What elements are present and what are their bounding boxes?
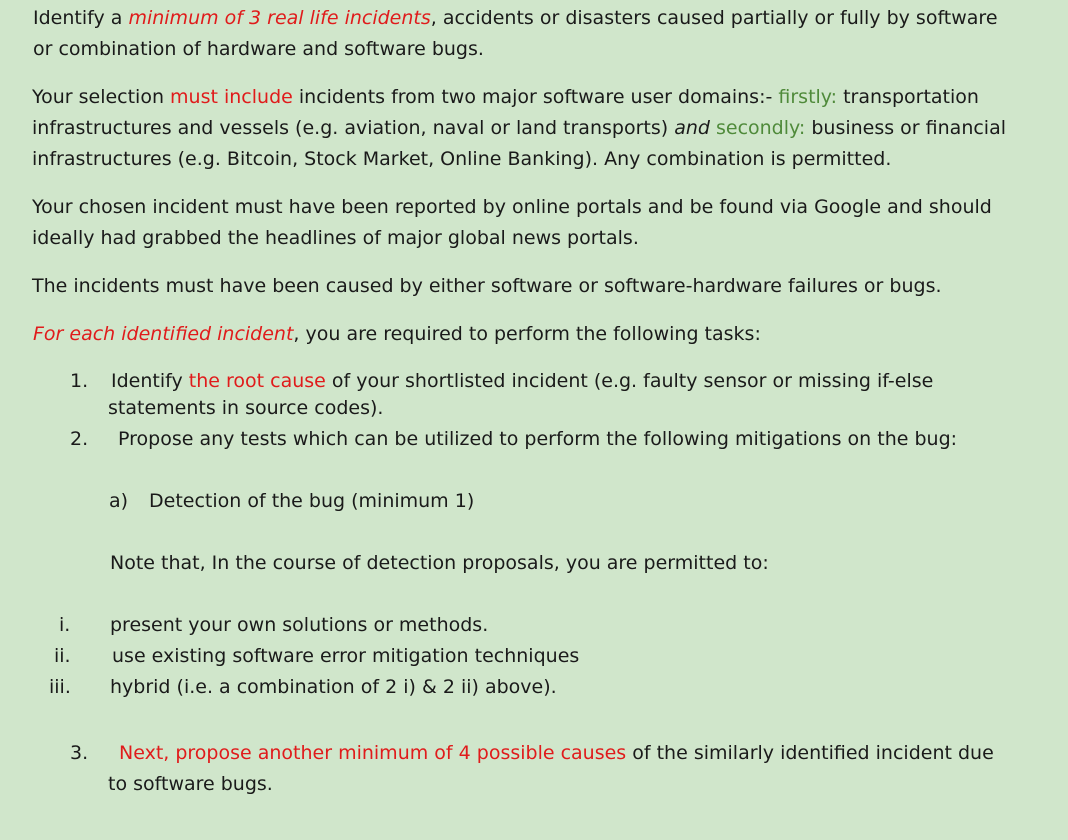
para2-text: Your selection [32, 86, 171, 108]
task1-line1 [111, 369, 933, 393]
task1-line2: statements in source codes). [108, 397, 384, 419]
para1-line1 [33, 6, 998, 30]
note-text: Note that, In the course of detection proposals, you are permitted to: [110, 552, 769, 574]
secondly-label: secondly: [715, 117, 806, 139]
task1-number: 1. [70, 370, 89, 392]
para5-text: , you are required to perform the following tasks: [293, 323, 761, 345]
para1-line2: or combination of hardware and software bugs. [33, 38, 484, 60]
task2-line1: Propose any tests which can be utilized to perform the following mitigations on the bug: [118, 428, 958, 450]
para1-text-cont: , accidents or disasters caused partially or fully by software [430, 7, 998, 29]
roman-item-3: hybrid (i.e. a combination of 2 i) & 2 ii) above). [110, 676, 557, 698]
para2-line3: infrastructures (e.g. Bitcoin, Stock Market, Online Banking). Any combination is permitted. [32, 148, 892, 170]
para2-line2-end: business or financial [805, 117, 1007, 139]
root-cause-emphasis: the root cause [188, 370, 326, 392]
roman-marker-2: ii. [54, 645, 71, 667]
sub-a-marker: a) [109, 490, 129, 512]
para3-line1: Your chosen incident must have been reported by online portals and be found via Google and should [32, 196, 992, 218]
and-emphasis: and [674, 117, 710, 139]
para2-text-cont: incidents from two major software user domains:- [292, 86, 779, 108]
roman-item-2: use existing software error mitigation techniques [112, 645, 580, 667]
sub-a-text: Detection of the bug (minimum 1) [149, 490, 475, 512]
para2-text-end: transportation [837, 86, 979, 108]
para2-line1 [32, 85, 979, 109]
para1-text: Identify a [33, 7, 129, 29]
must-include-emphasis: must include [170, 86, 293, 108]
each-incident-emphasis: For each identified incident [33, 323, 294, 345]
task3-text: of the similarly identified incident due [626, 742, 994, 764]
task3-number: 3. [70, 742, 89, 764]
roman-item-1: present your own solutions or methods. [110, 614, 489, 636]
task2-number: 2. [70, 428, 89, 450]
para2-line2 [32, 116, 1006, 140]
task3-line2: to software bugs. [108, 773, 273, 795]
roman-marker-3: iii. [49, 676, 71, 698]
firstly-label: firstly: [778, 86, 838, 108]
roman-marker-1: i. [59, 614, 71, 636]
possible-causes-emphasis: Next, propose another minimum of 4 possible causes [119, 742, 627, 764]
para5-line1 [33, 322, 761, 346]
para2-line2-text: infrastructures and vessels (e.g. aviation, naval or land transports) [32, 117, 675, 139]
para1-emphasis: minimum of 3 real life incidents [128, 7, 431, 29]
task1-text-cont: of your shortlisted incident (e.g. faulty sensor or missing if-else [325, 370, 934, 392]
para3-line2: ideally had grabbed the headlines of major global news portals. [32, 227, 639, 249]
para4-line1: The incidents must have been caused by either software or software-hardware failures or bugs. [32, 275, 942, 297]
task3-line1 [119, 741, 994, 765]
task1-text: Identify [111, 370, 189, 392]
